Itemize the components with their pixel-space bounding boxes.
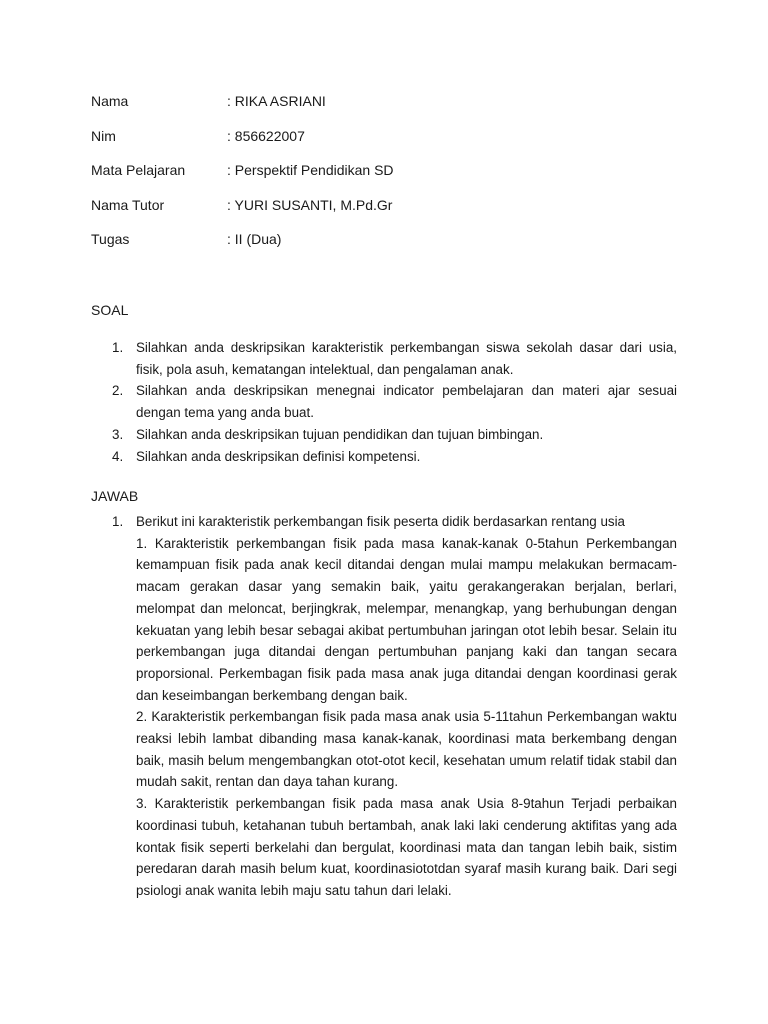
list-item [91,337,677,380]
answer-paragraph: 3. Karakteristik perkembangan fisik pada masa anak Usia 8-9tahun Terjadi perbaikan koordinasi tubuh, ketahanan tubuh bertambah, anak laki laki cenderung aktifitas yang ada kontak fisik seperti berkelahi dan bergulat, koordinasi mata dan tangan lebih baik, sistim peredaran darah masih belum kuat, koordinasiototdan syaraf masih kurang baik. Dari segi psiologi anak wanita lebih maju satu tahun dari lelaki. [136,796,677,898]
answer-intro: Berikut ini karakteristik perkembangan fisik peserta didik berdasarkan rentang usia [136,514,626,529]
list-item [91,424,677,446]
info-value: : RIKA ASRIANI [227,93,326,109]
item-text: Silahkan anda deskripsikan menegnai indicator pembelajaran dan materi ajar sesuai dengan tema yang anda buat. [136,383,677,421]
info-row-tugas [91,231,651,266]
item-text: Silahkan anda deskripsikan karakteristik perkembangan siswa sekolah dasar dari usia, fisik, pola asuh, kematangan intelektual, dan pengalaman anak. [136,340,677,377]
soal-list [91,337,677,467]
jawab-heading: JAWAB [91,488,139,504]
info-label: Tugas [91,231,130,248]
info-label: Mata Pelajaran [91,162,186,179]
item-number: 1. [112,514,124,529]
info-row-nama-tutor [91,197,651,232]
item-number: 1. [112,340,124,355]
item-text: Silahkan anda deskripsikan definisi kompetensi. [136,448,421,464]
info-row-nama [91,93,651,128]
item-number: 3. [112,426,124,442]
answer-paragraph: 1. Karakteristik perkembangan fisik pada masa kanak-kanak 0-5tahun Perkembangan kemampuan fisik pada anak kecil ditandai dengan mulai mampu melakukan bermacam-macam gerakan dasar yang semakin baik, yaitu gerakangerakan berjalan, berlari, melompat dan meloncat, berjingkrak, melempar, menangkap, yang berhubungan dengan kekuatan yang lebih besar sebagai akibat pertumbuhan jaringan otot lebih besar. Selain itu perkembangan juga ditandai dengan pertumbuhan panjang kaki dan tangan secara proporsional. Perkembagan fisik pada masa anak juga ditandai dengan koordinasi gerak dan keseimbangan berkembang dengan baik. [136,535,677,703]
info-label: Nim [91,127,116,144]
answer-paragraph: 2. Karakteristik perkembangan fisik pada masa anak usia 5-11tahun Perkembangan waktu reaksi lebih lambat dibanding masa kanak-kanak, koordinasi mata berkembang dengan baik, masih belum mengembangkan otot-otot kecil, kesehatan umum relatif tidak stabil dan mudah sakit, rentan dan daya tahan kurang. [136,709,677,790]
info-value: : YURI SUSANTI, M.Pd.Gr [227,196,393,213]
info-row-nim [91,128,651,163]
info-label: Nama Tutor [91,196,165,213]
info-value: : II (Dua) [227,231,282,248]
list-item [91,511,677,902]
info-row-mata-pelajaran [91,162,651,197]
item-number: 2. [112,383,124,399]
info-value: : 856622007 [227,127,305,144]
item-text: Silahkan anda deskripsikan tujuan pendidikan dan tujuan bimbingan. [136,426,544,442]
jawab-list [91,511,677,902]
list-item [91,446,677,468]
student-info [91,93,651,266]
info-value: : Perspektif Pendidikan SD [227,162,394,179]
list-item [91,380,677,423]
info-label: Nama [91,93,129,109]
soal-heading: SOAL [91,302,129,318]
item-number: 4. [112,448,124,464]
